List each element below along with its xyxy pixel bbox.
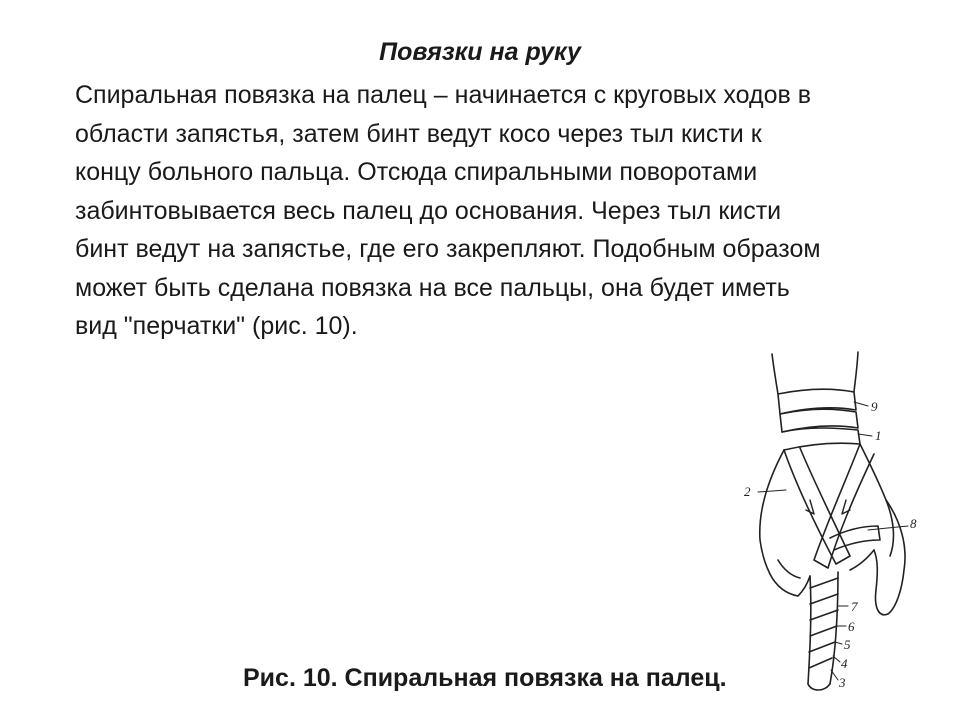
body-line: забинтовывается весь палец до основания. Через тыл кисти: [75, 196, 782, 225]
body-line: области запястья, затем бинт ведут косо через тыл кисти к: [75, 119, 762, 148]
body-line: концу больного пальца. Отсюда спиральными поворотами: [75, 158, 758, 186]
forearm-outline: [854, 352, 858, 392]
figure-caption: Рис. 10. Спиральная повязка на палец.: [243, 664, 727, 692]
finger-spiral-turn: [810, 594, 838, 604]
bandage-strip: [784, 448, 850, 564]
bandage-illustration: [718, 350, 918, 702]
leader-line: [858, 434, 872, 436]
figure-label: 3: [839, 675, 846, 690]
folded-fingers: [778, 560, 800, 578]
finger-spiral-turn: [809, 642, 835, 652]
body-line: бинт ведут на запястье, где его закрепляют. Подобным образом: [75, 235, 821, 263]
figure-label: 5: [844, 637, 851, 652]
slide-title: Повязки на руку: [379, 38, 581, 66]
body-paragraph: [75, 76, 955, 346]
hand-bandage-drawing: [718, 350, 918, 702]
finger-spiral-turn: [810, 610, 838, 620]
finger-outline: [808, 684, 830, 690]
folded-fingers: [770, 574, 810, 596]
finger-spiral-turn: [810, 626, 837, 636]
leader-line: [758, 490, 786, 492]
figure-label: 6: [848, 619, 855, 634]
body-line: вид "перчатки" (рис. 10).: [75, 312, 358, 340]
figure-label: 1: [875, 428, 882, 443]
body-line: может быть сделана повязка на все пальцы, она будет иметь: [75, 273, 790, 302]
hand-outline: [860, 444, 893, 556]
figure-label: 4: [841, 656, 848, 671]
leader-line: [835, 642, 842, 644]
figure-label: 7: [851, 599, 858, 614]
folded-fingers: [850, 550, 874, 570]
figure-label: 9: [871, 399, 878, 414]
figure-label: 2: [744, 484, 751, 499]
body-line: Спиральная повязка на палец – начинается с круговых ходов в: [75, 81, 811, 109]
thumb-outline: [874, 500, 905, 615]
finger-spiral-turn: [810, 578, 838, 588]
wrist-bandage-turn: [782, 428, 860, 450]
finger-spiral-turn: [809, 658, 832, 668]
hand-outline: [760, 450, 784, 574]
forearm-outline: [772, 354, 778, 394]
figure-label: 8: [910, 516, 917, 531]
